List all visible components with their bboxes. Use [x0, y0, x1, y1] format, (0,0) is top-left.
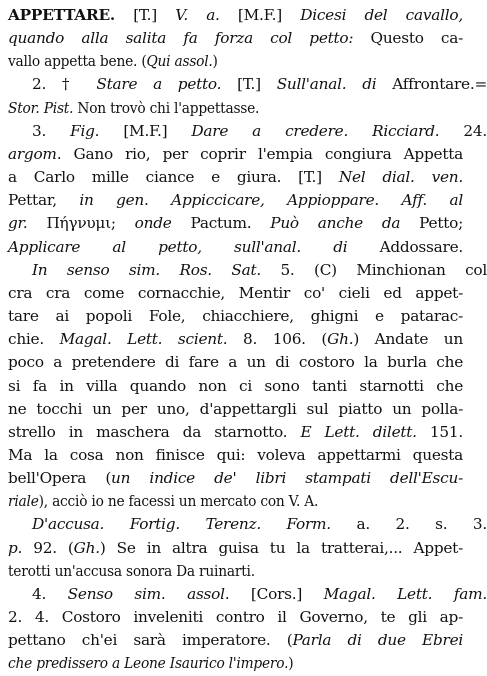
text-run: Gano rio, per coprir l'empia congiura Appetta: [61, 144, 463, 163]
text-run: [T.]: [114, 6, 176, 24]
text-run: Pettar,: [8, 191, 80, 210]
text-run: 92. (: [22, 538, 74, 557]
italic-run: Parla di due Ebrei: [292, 631, 464, 650]
text-run: Petto;: [400, 214, 463, 233]
text-run: 24.: [439, 121, 487, 140]
text-run: terotti un'accusa sonora Da ruinarti.: [8, 561, 255, 580]
text-run: strello in maschera da starnotto.: [8, 422, 301, 441]
italic-run: Sull'anal. di: [276, 75, 377, 94]
entry-line: [8, 305, 463, 328]
italic-run: In senso sim. Ros. Sat.: [32, 260, 261, 279]
italic-run: Stare a petto.: [96, 75, 222, 94]
entry-line: [8, 444, 463, 467]
italic-run: Senso sim. assol.: [67, 584, 230, 603]
entry-line: [8, 560, 463, 583]
italic-run: Dare a credere. Ricciard.: [191, 121, 440, 140]
text-run: ) Andate un: [353, 330, 463, 349]
italic-run: argom.: [8, 144, 62, 163]
entry-line: [8, 351, 463, 374]
italic-run: Qui assol.: [146, 52, 213, 71]
italic-run: V. a.: [175, 6, 220, 24]
italic-run: p.: [8, 538, 23, 557]
entry-line: [8, 490, 463, 513]
entry-line: [8, 513, 487, 536]
text-run: pettano ch'ei sarà imperatore. (: [8, 631, 293, 650]
text-run: 4.: [32, 584, 68, 603]
text-run: vallo appetta bene. (: [8, 52, 147, 71]
text-run: Πήγνυμι;: [27, 214, 135, 233]
entry-line: [8, 212, 463, 235]
italic-run: onde: [134, 214, 172, 233]
text-run: [T.]: [221, 75, 277, 94]
text-run: Questo ca-: [353, 29, 464, 48]
entry-line: [8, 50, 463, 73]
text-run: poco a pretendere di fare a un di costoro la burla che: [8, 353, 463, 372]
italic-run: quando alla salita fa forza col petto:: [8, 29, 354, 48]
italic-run: Stor. Pist.: [8, 98, 74, 117]
headword: APPETTARE.: [8, 6, 115, 24]
entry-line: [8, 236, 463, 259]
text-run: a. 2. s. 3.: [330, 515, 487, 534]
text-run: Non trovò chi l'appettasse.: [73, 98, 260, 117]
italic-run: Gh.: [327, 330, 354, 349]
text-run: a Carlo mille ciance e giura. [T.]: [8, 168, 339, 187]
entry-line: [8, 398, 463, 421]
italic-run: Nel dial. ven.: [338, 168, 463, 187]
text-run: 151.: [416, 422, 463, 441]
text-run: tare ai popoli Fole, chiacchiere, ghigni e patarac-: [8, 307, 463, 326]
entry-line: [8, 537, 463, 560]
entry-line: [8, 27, 463, 50]
entry-line: [8, 375, 463, 398]
entry-line: [8, 97, 463, 120]
italic-run: Applicare al petto, sull'anal. di: [8, 237, 348, 256]
italic-run: Magal. Lett. fam.: [323, 584, 487, 603]
text-run: [Cors.]: [229, 584, 324, 603]
italic-run: D'accusa. Fortig. Terenz. Form.: [32, 515, 331, 534]
italic-run: Magal. Lett. scient.: [59, 330, 228, 349]
entry-line: [8, 328, 463, 351]
italic-run: Dicesi del cavallo,: [300, 6, 463, 24]
entry-line: [8, 189, 463, 212]
text-run: ) Se in altra guisa tu la tratterai,... Appet-: [99, 538, 464, 557]
entry-line: [8, 282, 463, 305]
text-run: ): [212, 52, 218, 71]
text-run: Pactum.: [171, 214, 271, 233]
entry-line: [8, 259, 487, 282]
entry-line: [8, 583, 487, 606]
text-run: bell'Opera (: [8, 469, 112, 488]
text-run: chie.: [8, 330, 60, 349]
text-run: 2. 4. Costoro inveleniti contro il Governo, te gli ap-: [8, 608, 463, 627]
italic-run: un indice de' libri stampati dell'Escu-: [111, 469, 463, 488]
text-run: 3.: [32, 121, 71, 140]
text-run: ne tocchi un per uno, d'appettargli sul piatto un polla-: [8, 399, 463, 418]
italic-run: E Lett. dilett.: [300, 422, 417, 441]
text-run: Affrontare.=: [376, 75, 487, 94]
text-run: 8. 106. (: [227, 330, 328, 349]
entry-line: [8, 143, 463, 166]
entry-line: [8, 421, 463, 444]
text-run: [M.F.]: [219, 6, 301, 24]
entry-line: [8, 606, 463, 629]
entry-line: [8, 4, 463, 27]
text-run: Ma la cosa non finisce qui: voleva appettarmi questa: [8, 445, 463, 464]
italic-run: Fig.: [70, 121, 100, 140]
entry-line: [8, 73, 487, 96]
dictionary-entry-appettare: [8, 4, 487, 676]
italic-run: che predissero a Leone Isaurico l'impero.: [8, 654, 289, 673]
entry-line: [8, 652, 463, 675]
text-run: [M.F.]: [99, 121, 192, 140]
text-run: Addossare.: [347, 237, 463, 256]
italic-run: Gh.: [73, 538, 100, 557]
text-run: cra cra come cornacchie, Mentir co' cieli ed appet-: [8, 283, 463, 302]
italic-run: in gen. Appiccicare, Appioppare. Aff. al: [79, 191, 463, 210]
entry-line: [8, 166, 463, 189]
entry-line: [8, 629, 463, 652]
text-run: ): [288, 654, 294, 673]
text-run: 5. (C) Minchionan col: [260, 260, 487, 279]
italic-run: Può anche da: [270, 214, 401, 233]
text-run: ), acciò io ne facessi un mercato con V. A.: [38, 492, 319, 511]
italic-run: gr.: [8, 214, 28, 233]
entry-line: [8, 120, 487, 143]
entry-line: [8, 467, 463, 490]
text-run: si fa in villa quando non ci sono tanti starnotti che: [8, 376, 463, 395]
italic-run: riale: [8, 492, 39, 511]
text-run: 2. †: [32, 75, 97, 94]
